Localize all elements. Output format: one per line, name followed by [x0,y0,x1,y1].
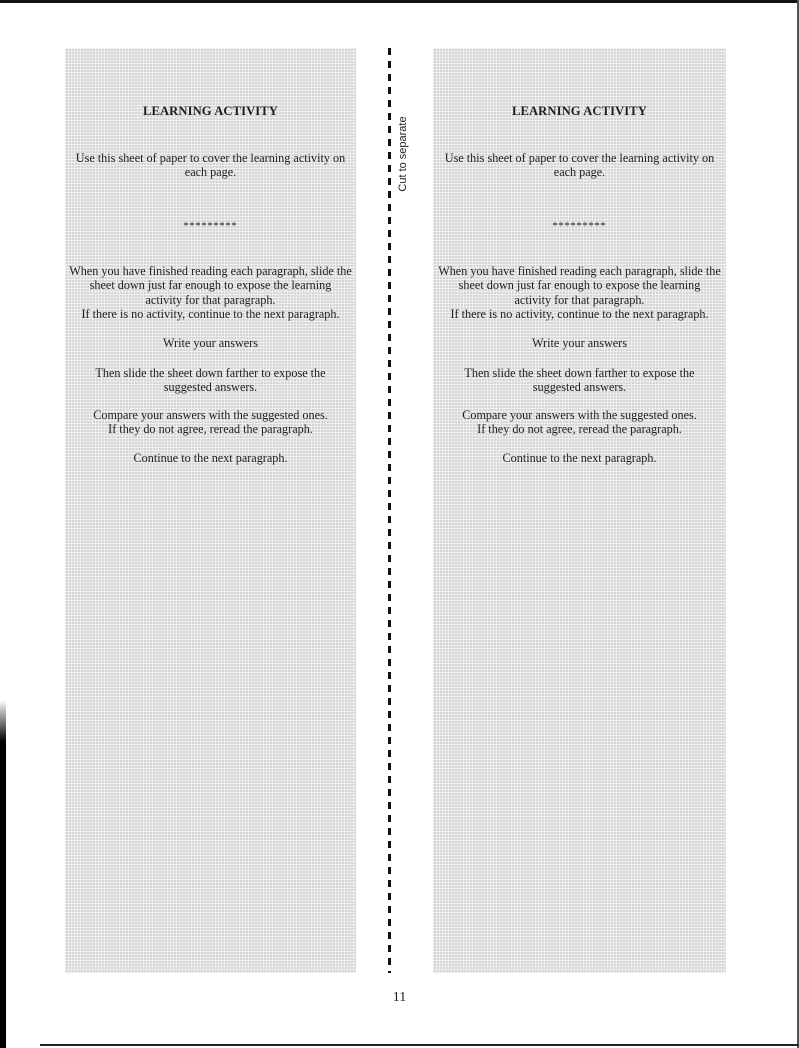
write-answers-text: Write your answers [532,336,627,350]
learning-activity-card-right [433,48,726,973]
text-line: If there is no activity, continue to the next paragraph. [450,306,709,321]
slide-sheet-text [433,366,726,395]
continue-text: Continue to the next paragraph. [133,451,288,465]
text-line: Use this sheet of paper to cover the learning activity on [444,151,715,165]
scan-bottom-edge [40,1044,799,1046]
page-number: 11 [392,990,407,1005]
text-line: suggested answers. [163,380,258,395]
learning-activity-card-left [65,48,356,973]
text-line: Then slide the sheet down farther to expose the [95,366,326,380]
text-line: If they do not agree, reread the paragraph. [477,422,682,437]
text-line: If there is no activity, continue to the next paragraph. [81,306,340,321]
text-line: If they do not agree, reread the paragraph. [108,422,313,437]
text-line: Compare your answers with the suggested ones. [462,408,697,422]
star-divider: ********* [183,221,238,232]
text-line: suggested answers. [532,380,627,395]
continue-text: Continue to the next paragraph. [502,451,657,465]
text-line: sheet down just far enough to expose the learning [458,278,701,293]
slide-sheet-text [65,366,356,395]
card-title: LEARNING ACTIVITY [142,104,278,118]
write-answers-text: Write your answers [163,336,258,350]
card-intro [65,151,356,180]
text-line: activity for that paragraph. [514,292,645,307]
text-line: When you have finished reading each paragraph, slide the [69,264,352,278]
text-line: Then slide the sheet down farther to expose the [464,366,695,380]
compare-answers-text [65,408,356,437]
dashed-cut-line [388,48,391,973]
star-divider: ********* [552,221,607,232]
text-line: each page. [184,165,237,180]
text-line: activity for that paragraph. [145,292,276,307]
cut-label-text: Cut to separate [397,116,409,192]
text-line: Compare your answers with the suggested ones. [93,408,328,422]
scan-top-edge [0,0,799,3]
card-intro [433,151,726,180]
text-line: When you have finished reading each paragraph, slide the [438,264,721,278]
text-line: each page. [553,165,606,180]
text-line: sheet down just far enough to expose the learning [89,278,332,293]
card-instructions [65,264,356,321]
card-title: LEARNING ACTIVITY [511,104,647,118]
card-instructions [433,264,726,321]
compare-answers-text [433,408,726,437]
text-line: Use this sheet of paper to cover the learning activity on [75,151,346,165]
